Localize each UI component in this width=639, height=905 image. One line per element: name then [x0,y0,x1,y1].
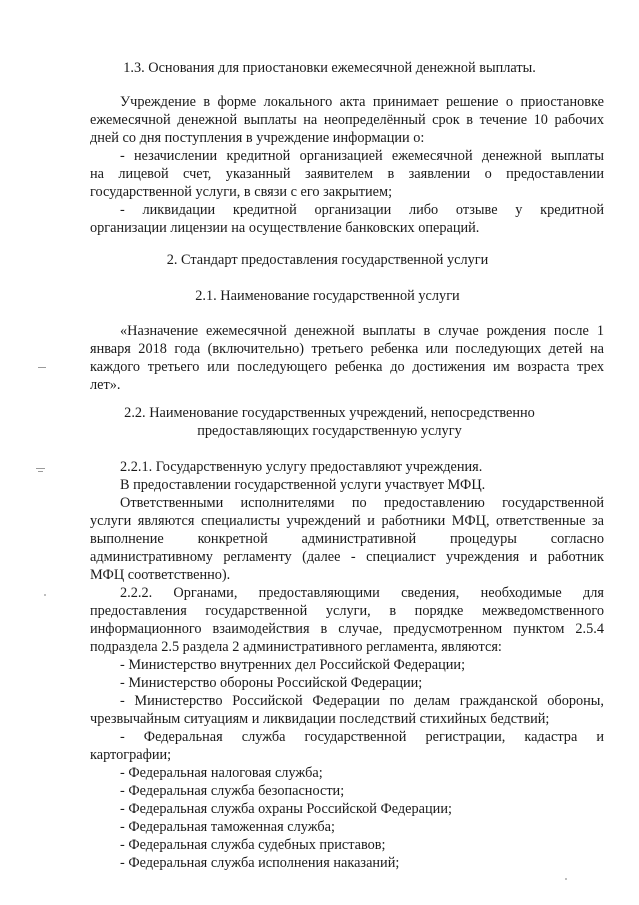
paragraph-line: 2.2.1. Государственную услугу предоставляют учреждения. [120,459,483,475]
paragraph-line: каждого третьего или последующего ребенка до достижения им возраста трех [90,359,604,375]
list-item: - Федеральная таможенная служба; [120,819,335,835]
paragraph-line: - незачислении кредитной организацией ежемесячной денежной выплаты [120,148,604,164]
list-item: - Федеральная налоговая служба; [120,765,323,781]
list-item: - Министерство Российской Федерации по делам гражданской обороны, [120,693,604,709]
list-item: - Федеральная служба исполнения наказаний; [120,855,400,871]
paragraph-line: Учреждение в форме локального акта принимает решение о приостановке [120,94,604,110]
section-heading-2-2: предоставляющих государственную услугу [197,423,462,439]
scan-mark [38,367,46,368]
paragraph-line: предоставления государственной услуги, в порядке межведомственного [90,603,604,619]
list-item: - Министерство обороны Российской Федерации; [120,675,423,691]
list-item: - Федеральная служба судебных приставов; [120,837,386,853]
section-heading-1-3: 1.3. Основания для приостановки ежемесячной денежной выплаты. [123,60,536,76]
scan-mark [565,878,567,880]
list-item: - Федеральная служба безопасности; [120,783,345,799]
paragraph-line: МФЦ соответственно). [90,567,231,583]
scan-mark [44,594,46,596]
list-item: - Федеральная служба государственной регистрации, кадастра и [120,729,604,745]
section-heading-2-1: 2.1. Наименование государственной услуги [195,288,460,304]
list-item: - Федеральная служба охраны Российской Федерации; [120,801,452,817]
paragraph-line: государственной услуги, в связи с его закрытием; [90,184,393,200]
paragraph-line: дней со дня поступления в учреждение информации о: [90,130,425,146]
paragraph-line: ежемесячной денежной выплаты на неопределённый срок в течение 10 рабочих [90,112,604,128]
paragraph-line: информационного взаимодействия в случае, предусмотренном пунктом 2.5.4 [90,621,604,637]
scan-mark [36,468,45,469]
paragraph-line: - ликвидации кредитной организации либо отзыве у кредитной [120,202,604,218]
paragraph-line: «Назначение ежемесячной денежной выплаты в случае рождения после 1 [120,323,604,339]
paragraph-line: услуги являются специалисты учреждений и работники МФЦ, ответственные за [90,513,604,529]
paragraph-line: организации лицензии на осуществление банковских операций. [90,220,480,236]
paragraph-line: на лицевой счет, указанный заявителем в заявлении о предоставлении [90,166,604,182]
list-item: чрезвычайным ситуациям и ликвидации последствий стихийных бедствий; [90,711,550,727]
paragraph-line: выполнение конкретной административной процедуры согласно [90,531,604,547]
paragraph-line: административному регламенту (далее - специалист учреждения и работник [90,549,604,565]
paragraph-line: 2.2.2. Органами, предоставляющими сведения, необходимые для [120,585,604,601]
paragraph-line: Ответственными исполнителями по предоставлению государственной [120,495,604,511]
paragraph-line: В предоставлении государственной услуги участвует МФЦ. [120,477,486,493]
paragraph-line: лет». [90,377,121,393]
scan-mark [38,471,43,472]
section-heading-2-2: 2.2. Наименование государственных учреждений, непосредственно [124,405,535,421]
section-heading-2: 2. Стандарт предоставления государственной услуги [166,252,489,268]
list-item: картографии; [90,747,172,763]
paragraph-line: января 2018 года (включительно) третьего ребенка или последующих детей на [90,341,604,357]
list-item: - Министерство внутренних дел Российской Федерации; [120,657,466,673]
paragraph-line: подраздела 2.5 раздела 2 административного регламента, являются: [90,639,502,655]
